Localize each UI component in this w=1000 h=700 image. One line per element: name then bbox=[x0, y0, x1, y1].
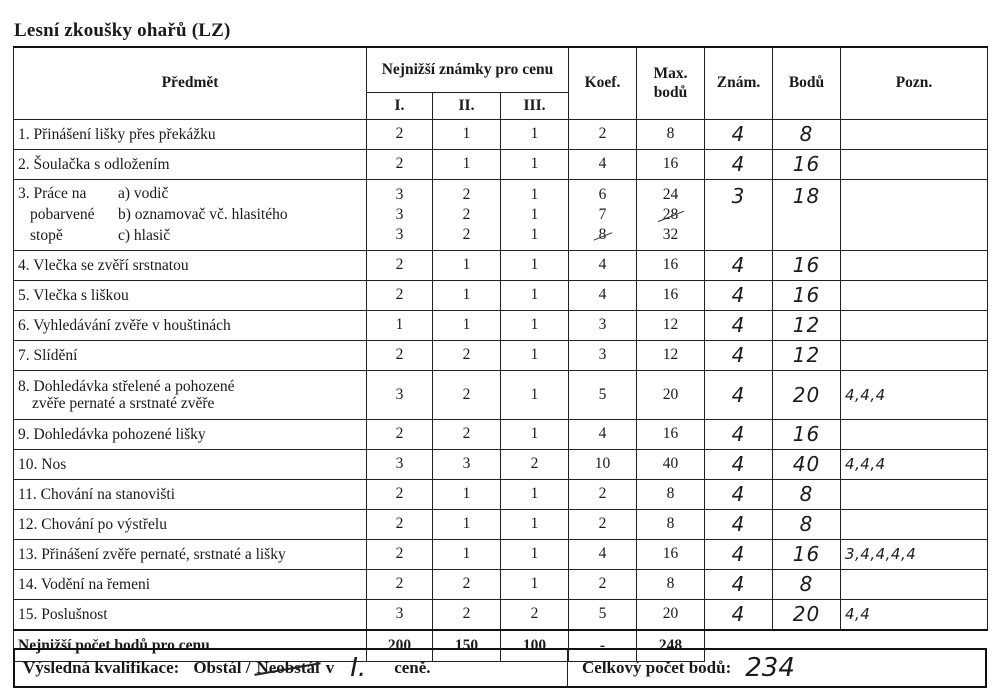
subject-cell: 15. Poslušnost bbox=[14, 599, 367, 630]
note-cell bbox=[841, 119, 988, 149]
min-grade-ii: 2 bbox=[433, 419, 501, 449]
value: 6 bbox=[598, 185, 607, 203]
footer bbox=[13, 648, 987, 688]
min-grade-ii: 1 bbox=[433, 310, 501, 340]
table-row bbox=[14, 340, 988, 370]
points-cell: 18 bbox=[773, 179, 841, 250]
header-grade-ii: II. bbox=[433, 92, 501, 119]
subject-cell: 10. Nos bbox=[14, 449, 367, 479]
koef-cell: 10 bbox=[569, 449, 637, 479]
max-points-cell: 16 bbox=[637, 539, 705, 569]
table-row bbox=[14, 509, 988, 539]
header-min-grades: Nejnižší známky pro cenu bbox=[367, 47, 569, 92]
points-cell: 8 bbox=[773, 119, 841, 149]
note-cell bbox=[841, 340, 988, 370]
table-row bbox=[14, 179, 988, 250]
max-points-cell: 8 bbox=[637, 509, 705, 539]
grade-cell: 4 bbox=[705, 149, 773, 179]
min-grade-i: 2 bbox=[367, 250, 433, 280]
note-cell bbox=[841, 310, 988, 340]
subject-cell: 12. Chování po výstřelu bbox=[14, 509, 367, 539]
max-points-cell: 16 bbox=[637, 250, 705, 280]
min-grade-ii: 2 bbox=[433, 370, 501, 419]
subject-cell: 13. Přinášení zvěře pernaté, srstnaté a lišky bbox=[14, 539, 367, 569]
subject-line: stopě bbox=[30, 227, 63, 244]
table-row bbox=[14, 479, 988, 509]
header-note: Pozn. bbox=[841, 47, 988, 119]
table-row bbox=[14, 419, 988, 449]
points-cell: 16 bbox=[773, 280, 841, 310]
max-points-cell: 8 bbox=[637, 479, 705, 509]
grade-cell: 4 bbox=[705, 280, 773, 310]
points-cell: 8 bbox=[773, 569, 841, 599]
max-points-cell: 8 bbox=[637, 569, 705, 599]
subject-cell: 6. Vyhledávání zvěře v houštinách bbox=[14, 310, 367, 340]
value: 1 bbox=[530, 205, 539, 223]
note-cell: 4,4,4 bbox=[841, 370, 988, 419]
value: 3 bbox=[395, 205, 404, 223]
cene-word: ceně. bbox=[394, 658, 431, 677]
min-grade-i: 2 bbox=[367, 419, 433, 449]
subject-line: 8. Dohledávka střelené a pohozené bbox=[18, 377, 235, 395]
min-grade-i: 2 bbox=[367, 340, 433, 370]
min-grade-iii: 1 bbox=[501, 509, 569, 539]
min-grade-iii: 1 bbox=[501, 370, 569, 419]
value: 24 bbox=[662, 185, 679, 203]
grade-cell: 4 bbox=[705, 119, 773, 149]
min-grade-ii: 1 bbox=[433, 539, 501, 569]
summary-koef: - bbox=[569, 630, 637, 662]
grade-cell: 4 bbox=[705, 599, 773, 630]
points-cell: 8 bbox=[773, 479, 841, 509]
min-grade-i: 2 bbox=[367, 569, 433, 599]
grade-cell: 4 bbox=[705, 569, 773, 599]
table-row bbox=[14, 569, 988, 599]
subject-cell: 14. Vodění na řemeni bbox=[14, 569, 367, 599]
note-cell bbox=[841, 149, 988, 179]
subject-cell: 5. Vlečka s liškou bbox=[14, 280, 367, 310]
max-points-cell: 12 bbox=[637, 310, 705, 340]
grade-cell: 3 bbox=[705, 179, 773, 250]
header-subject: Předmět bbox=[14, 47, 367, 119]
min-grade-iii: 1 bbox=[501, 569, 569, 599]
subject-cell: 9. Dohledávka pohozené lišky bbox=[14, 419, 367, 449]
min-grade-ii: 1 bbox=[433, 509, 501, 539]
value: 1 bbox=[530, 185, 539, 203]
grade-cell: 4 bbox=[705, 370, 773, 419]
min-grade-ii: 3 bbox=[433, 449, 501, 479]
koef-cell: 3 bbox=[569, 340, 637, 370]
table-row bbox=[14, 599, 988, 630]
header-grade: Znám. bbox=[705, 47, 773, 119]
subject-cell: 11. Chování na stanovišti bbox=[14, 479, 367, 509]
min-grade-i: 2 bbox=[367, 479, 433, 509]
min-grade-ii: 1 bbox=[433, 119, 501, 149]
koef-cell: 5 bbox=[569, 599, 637, 630]
value: 2 bbox=[462, 205, 471, 223]
note-cell bbox=[841, 280, 988, 310]
grade-cell: 4 bbox=[705, 479, 773, 509]
min-grade-iii: 1 bbox=[501, 539, 569, 569]
points-cell: 12 bbox=[773, 340, 841, 370]
header-grade-i: I. bbox=[367, 92, 433, 119]
min-grade-ii: 1 bbox=[433, 479, 501, 509]
sub-item: c) hlasič bbox=[118, 227, 171, 244]
total-label: Celkový počet bodů: bbox=[582, 658, 732, 677]
subject-cell: 2. Šoulačka s odložením bbox=[14, 149, 367, 179]
points-cell: 40 bbox=[773, 449, 841, 479]
max-points-cell: 16 bbox=[637, 419, 705, 449]
value: 3 bbox=[395, 185, 404, 203]
qualification-section bbox=[15, 650, 568, 686]
summary-max: 248 bbox=[637, 630, 705, 662]
grade-cell: 4 bbox=[705, 509, 773, 539]
koef-cell: 3 bbox=[569, 310, 637, 340]
max-points-cell: 20 bbox=[637, 370, 705, 419]
min-grade-ii: 2 bbox=[433, 569, 501, 599]
header-grade-iii: III. bbox=[501, 92, 569, 119]
note-cell: 3,4,4,4,4 bbox=[841, 539, 988, 569]
subject-cell: 4. Vlečka se zvěří srstnatou bbox=[14, 250, 367, 280]
subject-line: 3. Práce na bbox=[18, 185, 87, 202]
header-max-points: Max. bodů bbox=[637, 47, 705, 119]
table-row bbox=[14, 280, 988, 310]
koef-cell: 5 bbox=[569, 370, 637, 419]
min-grade-i: 2 bbox=[367, 509, 433, 539]
koef-cell: 2 bbox=[569, 509, 637, 539]
min-grade-iii: 2 bbox=[501, 449, 569, 479]
cena-value: I. bbox=[350, 653, 367, 683]
sub-item: a) vodič bbox=[118, 185, 169, 202]
note-cell: 4,4,4 bbox=[841, 449, 988, 479]
table-row bbox=[14, 310, 988, 340]
min-grade-i: 2 bbox=[367, 280, 433, 310]
min-grade-i: 3 bbox=[367, 599, 433, 630]
summary-iii: 100 bbox=[501, 630, 569, 662]
table-row bbox=[14, 119, 988, 149]
header-points: Bodů bbox=[773, 47, 841, 119]
koef-cell: 2 bbox=[569, 479, 637, 509]
min-grade-iii: 1 bbox=[501, 419, 569, 449]
qualification-label: Výsledná kvalifikace: bbox=[23, 658, 180, 677]
min-grade-i: 2 bbox=[367, 539, 433, 569]
grade-cell: 4 bbox=[705, 310, 773, 340]
min-grade-ii bbox=[433, 179, 501, 250]
summary-i: 200 bbox=[367, 630, 433, 662]
note-cell bbox=[841, 509, 988, 539]
koef-cell: 2 bbox=[569, 119, 637, 149]
value: 2 bbox=[462, 225, 471, 243]
value: 28 bbox=[662, 205, 679, 223]
subject-cell bbox=[14, 179, 367, 250]
summary-ii: 150 bbox=[433, 630, 501, 662]
koef-cell: 4 bbox=[569, 419, 637, 449]
total-value: 234 bbox=[745, 653, 795, 683]
grade-cell: 4 bbox=[705, 539, 773, 569]
max-points-cell: 8 bbox=[637, 119, 705, 149]
min-grade-i: 3 bbox=[367, 449, 433, 479]
min-grade-ii: 2 bbox=[433, 599, 501, 630]
grade-cell: 4 bbox=[705, 340, 773, 370]
min-grade-i: 3 bbox=[367, 370, 433, 419]
value: 1 bbox=[530, 225, 539, 243]
koef-cell: 4 bbox=[569, 250, 637, 280]
note-cell: 4,4 bbox=[841, 599, 988, 630]
note-cell bbox=[841, 419, 988, 449]
neobstal-option: Neobstál bbox=[256, 658, 320, 677]
points-cell: 16 bbox=[773, 539, 841, 569]
points-cell: 16 bbox=[773, 250, 841, 280]
max-points-cell bbox=[637, 179, 705, 250]
max-points-cell: 40 bbox=[637, 449, 705, 479]
obstal-option: Obstál / bbox=[193, 658, 251, 677]
summary-label: Nejnižší počet bodů pro cenu bbox=[14, 630, 367, 662]
table-row bbox=[14, 449, 988, 479]
value: 32 bbox=[662, 225, 679, 243]
min-grade-ii: 1 bbox=[433, 280, 501, 310]
min-grade-i: 2 bbox=[367, 119, 433, 149]
subject-line: zvěře pernaté a srstnaté zvěře bbox=[32, 394, 215, 412]
points-cell: 16 bbox=[773, 149, 841, 179]
subject-cell bbox=[14, 370, 367, 419]
note-cell bbox=[841, 479, 988, 509]
min-grade-ii: 1 bbox=[433, 250, 501, 280]
subject-cell: 7. Slídění bbox=[14, 340, 367, 370]
min-grade-iii: 1 bbox=[501, 119, 569, 149]
points-cell: 20 bbox=[773, 599, 841, 630]
min-grade-iii: 1 bbox=[501, 250, 569, 280]
subject-line: pobarvené bbox=[30, 206, 95, 223]
min-grade-iii bbox=[501, 179, 569, 250]
min-grade-iii: 1 bbox=[501, 149, 569, 179]
total-section bbox=[568, 650, 985, 686]
koef-cell bbox=[569, 179, 637, 250]
note-cell bbox=[841, 250, 988, 280]
table-row bbox=[14, 370, 988, 419]
value: 8 bbox=[598, 225, 607, 243]
min-grade-ii: 2 bbox=[433, 340, 501, 370]
koef-cell: 4 bbox=[569, 280, 637, 310]
min-grade-iii: 1 bbox=[501, 479, 569, 509]
exam-table bbox=[13, 46, 988, 662]
grade-cell: 4 bbox=[705, 449, 773, 479]
min-grade-i: 2 bbox=[367, 149, 433, 179]
table-row bbox=[14, 539, 988, 569]
header-koef: Koef. bbox=[569, 47, 637, 119]
min-grade-iii: 1 bbox=[501, 310, 569, 340]
grade-cell: 4 bbox=[705, 250, 773, 280]
min-grade-ii: 1 bbox=[433, 149, 501, 179]
min-grade-i: 1 bbox=[367, 310, 433, 340]
koef-cell: 4 bbox=[569, 539, 637, 569]
v-word: v bbox=[325, 658, 335, 677]
min-grade-iii: 2 bbox=[501, 599, 569, 630]
min-grade-iii: 1 bbox=[501, 280, 569, 310]
points-cell: 12 bbox=[773, 310, 841, 340]
koef-cell: 2 bbox=[569, 569, 637, 599]
subject-cell: 1. Přinášení lišky přes překážku bbox=[14, 119, 367, 149]
table-row bbox=[14, 250, 988, 280]
table-row bbox=[14, 149, 988, 179]
grade-cell: 4 bbox=[705, 419, 773, 449]
min-grade-i bbox=[367, 179, 433, 250]
sub-item: b) oznamovač vč. hlasitého bbox=[118, 206, 288, 223]
value: 2 bbox=[462, 185, 471, 203]
points-cell: 16 bbox=[773, 419, 841, 449]
max-points-cell: 20 bbox=[637, 599, 705, 630]
min-grade-iii: 1 bbox=[501, 340, 569, 370]
note-cell bbox=[841, 569, 988, 599]
max-points-cell: 12 bbox=[637, 340, 705, 370]
points-cell: 8 bbox=[773, 509, 841, 539]
koef-cell: 4 bbox=[569, 149, 637, 179]
points-cell: 20 bbox=[773, 370, 841, 419]
form-title: Lesní zkoušky ohařů (LZ) bbox=[14, 20, 231, 41]
value: 3 bbox=[395, 225, 404, 243]
max-points-cell: 16 bbox=[637, 280, 705, 310]
max-points-cell: 16 bbox=[637, 149, 705, 179]
note-cell bbox=[841, 179, 988, 250]
value: 7 bbox=[598, 205, 607, 223]
